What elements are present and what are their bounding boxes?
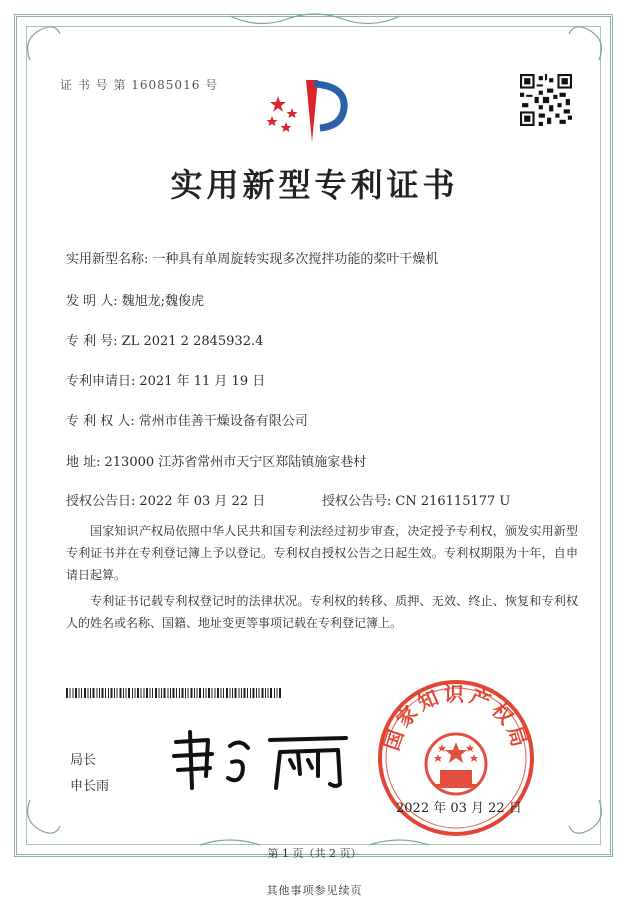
- signatory-title: 局长: [70, 753, 97, 768]
- field-value: 2022 年 03 月 22 日: [139, 494, 266, 509]
- field-value: 一种具有单周旋转实现多次搅拌功能的桨叶干燥机: [152, 252, 439, 267]
- certificate-number: 证 书 号 第 16085016 号: [60, 78, 219, 92]
- field-value: ZL 2021 2 2845932.4: [121, 334, 264, 349]
- field-label: 发 明 人:: [66, 294, 118, 309]
- page-indicator: 第 1 页（共 2 页）: [267, 847, 362, 860]
- seal-date: 2022 年 03 月 22 日: [396, 801, 522, 816]
- continuation-note: 其他事项参见续页: [266, 884, 363, 897]
- field-label: 授权公告号:: [322, 494, 392, 509]
- field-label: 地 址:: [66, 455, 101, 470]
- field-patentee: [66, 410, 308, 429]
- field-inventor: [66, 290, 204, 309]
- statement-text: [66, 520, 578, 634]
- national-emblem-icon: [426, 734, 486, 794]
- statement-paragraph-2: 专利证书记载专利权登记时的法律状况。专利权的转移、质押、无效、终止、恢复和专利权人的姓名或名称、国籍、地址变更等事项记载在专利登记簿上。: [66, 594, 578, 630]
- signatory-block: [70, 748, 109, 800]
- field-value: 2021 年 11 月 19 日: [139, 374, 266, 389]
- barcode-icon: [66, 688, 282, 698]
- field-label: 授权公告日:: [66, 494, 136, 509]
- seal-text: 国家知识产权局: [379, 681, 533, 754]
- signatory-name: 申长雨: [70, 779, 110, 794]
- field-value: 魏旭龙;魏俊虎: [121, 294, 205, 309]
- field-label: 专利申请日:: [66, 374, 136, 389]
- field-patent-number: [66, 330, 263, 349]
- field-announcement-number: [322, 490, 510, 509]
- statement-paragraph-1: 国家知识产权局依照中华人民共和国专利法经过初步审查，决定授予专利权，颁发实用新型专利证书并在专利登记簿上予以登记。专利权自授权公告之日起生效。专利权期限为十年，自申请日起算。: [66, 524, 578, 582]
- field-label: 专 利 权 人:: [66, 414, 135, 429]
- field-value: 常州市佳善干燥设备有限公司: [138, 414, 308, 429]
- qr-code-icon: [520, 74, 572, 126]
- field-label: 实用新型名称:: [66, 252, 149, 267]
- handwritten-signature: [168, 728, 358, 792]
- field-label: 专 利 号:: [66, 334, 118, 349]
- field-value: 213000 江苏省常州市天宁区郑陆镇施家巷村: [104, 455, 367, 470]
- certificate-title: 实用新型专利证书: [170, 166, 459, 204]
- field-value: CN 216115177 U: [395, 494, 511, 509]
- field-filing-date: [66, 370, 265, 389]
- cnipa-logo-icon: [262, 74, 354, 144]
- field-utility-model-name: [66, 248, 438, 267]
- field-announcement-date: [66, 490, 265, 509]
- field-address: [66, 451, 366, 470]
